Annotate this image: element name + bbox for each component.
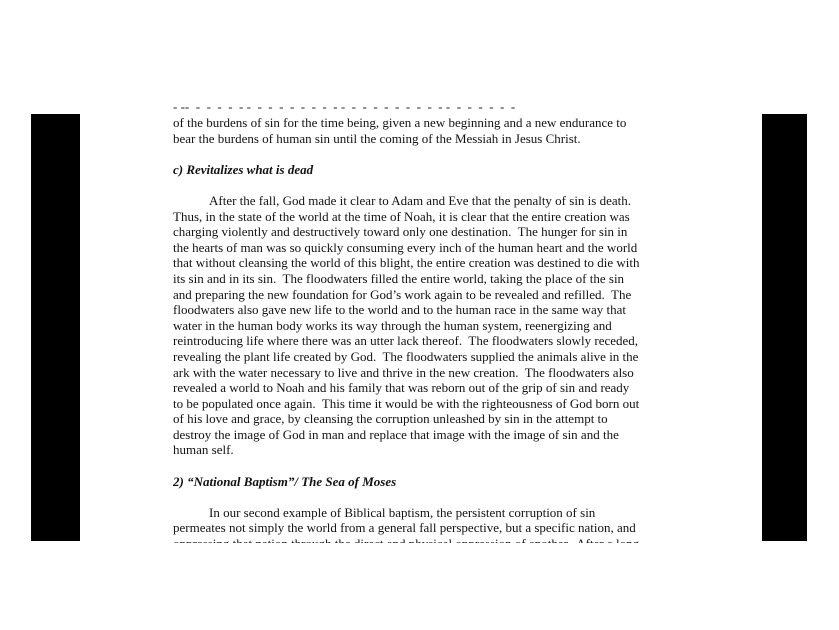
text-line: and preparing the new foundation for God’s work again to be revealed and refilled. The bbox=[173, 286, 632, 302]
text-line: charging violently and destructively toward only one destination. The hunger for sin in bbox=[173, 224, 628, 240]
pillarbox-left-bar bbox=[31, 114, 80, 541]
text-line: floodwaters also gave new life to the world and to the human race in the same way that bbox=[173, 302, 627, 318]
clipped-top-text-line: - -- - - - - - - - - - - - - - - - - - - - - - - - - - - - - - - - bbox=[173, 99, 516, 112]
text-line: of the burdens of sin for the time being, given a new beginning and a new endurance to bbox=[173, 115, 627, 130]
text-line: permeates not simply the world from a general fall perspective, but a specific nation, and bbox=[173, 520, 636, 536]
text-line: revealed a world to Noah and his family that was reborn out of the grip of sin and ready bbox=[173, 380, 630, 396]
blank-line bbox=[173, 177, 673, 193]
text-line: Thus, in the state of the world at the time of Noah, it is clear that the entire creation was bbox=[173, 208, 630, 224]
bottom-crop-mask bbox=[100, 543, 740, 630]
text-line: that without cleansing the world of this blight, the entire creation was destined to die with bbox=[173, 255, 640, 271]
text-line: human self. bbox=[173, 442, 234, 458]
section-heading-c: c) Revitalizes what is dead bbox=[173, 161, 314, 177]
blank-line bbox=[173, 489, 673, 505]
text-line: In our second example of Biblical baptism, the persistent corruption of sin bbox=[209, 504, 596, 520]
text-line: bear the burdens of human sin until the coming of the Messiah in Jesus Christ. bbox=[173, 130, 581, 146]
section-heading-2: 2) “National Baptism”/ The Sea of Moses bbox=[173, 473, 397, 489]
text-line: the hearts of man was so quickly consuming every inch of the human heart and the world bbox=[173, 239, 638, 255]
document-text-body bbox=[173, 115, 673, 552]
text-line: After the fall, God made it clear to Adam and Eve that the penalty of sin is death. bbox=[209, 192, 632, 208]
text-line: ark with the water necessary to live and thrive in the new creation. The floodwaters also bbox=[173, 364, 634, 380]
text-line: of his love and grace, by cleansing the corruption unleashed by sin in the attempt to bbox=[173, 411, 608, 427]
text-line: revealing the plant life created by God. The floodwaters supplied the animals alive in the bbox=[173, 348, 639, 364]
pillarbox-right-bar bbox=[762, 114, 807, 541]
text-line: to be populated once again. This time it would be with the righteousness of God born out bbox=[173, 395, 640, 411]
blank-line bbox=[173, 458, 673, 474]
text-line: reintroducing life where there was an utter lack thereof. The floodwaters slowly receded, bbox=[173, 333, 639, 349]
text-line: its sin and in its sin. The floodwaters filled the entire world, taking the place of the sin bbox=[173, 270, 625, 286]
text-line: destroy the image of God in man and replace that image with the image of sin and the bbox=[173, 426, 619, 442]
blank-line bbox=[173, 146, 673, 162]
text-line: water in the human body works its way through the human system, reenergizing and bbox=[173, 317, 612, 333]
